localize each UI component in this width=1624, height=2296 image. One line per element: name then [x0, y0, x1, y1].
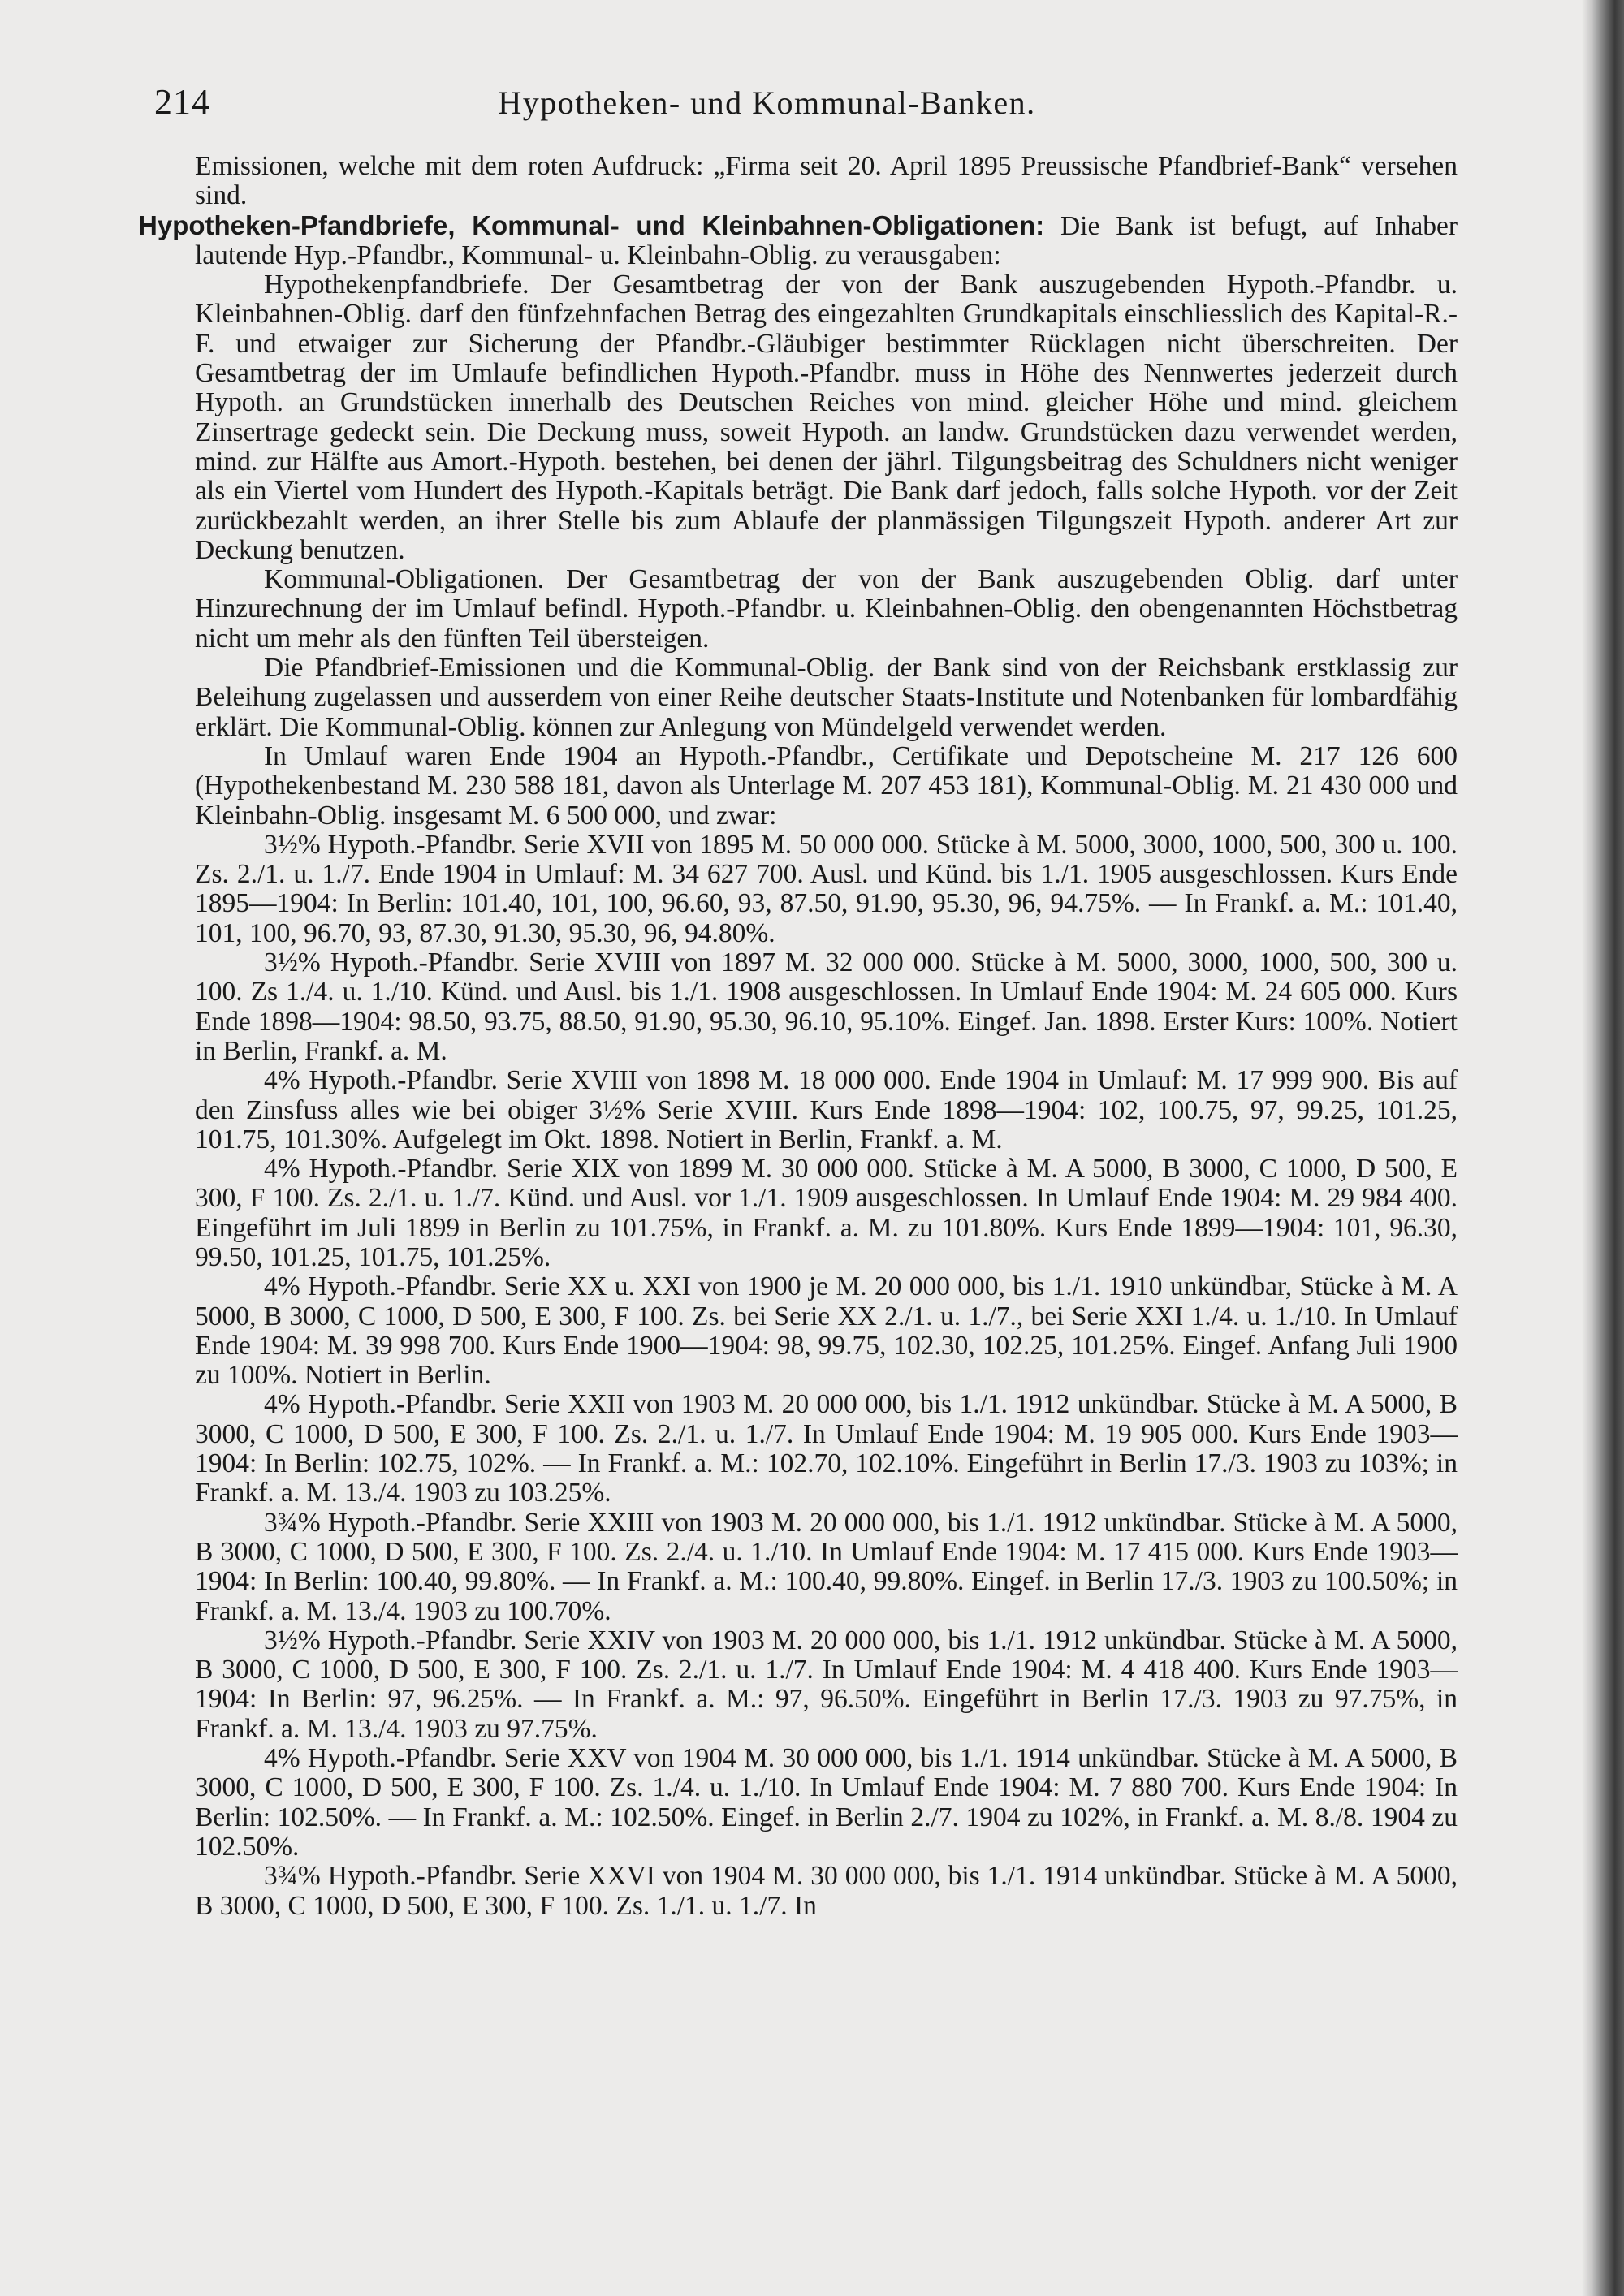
paragraph: 4% Hypoth.-Pfandbr. Serie XXII von 1903 M. 20 000 000, bis 1./1. 1912 unkündbar. Stücke à M. A 5000, B 3000, C 1000, D 500, E 300, F 100. Zs. 2./1. u. 1./7. In Umlauf Ende 1904: M. 19 905 000. Kurs Ende 1903—1904: In Berlin: 102.75, 102%. — In Frankf. a. M.: 102.70, 102.10%. Eingeführt in Berlin 17./3. 1903 zu 103%; in Frankf. a. M. 13./4. 1903 zu 103.25%.	[195, 1389, 1458, 1508]
paragraph: 3½% Hypoth.-Pfandbr. Serie XVIII von 1897 M. 32 000 000. Stücke à M. 5000, 3000, 1000, 500, 300 u. 100. Zs 1./4. u. 1./10. Künd. und Ausl. bis 1./1. 1908 ausgeschlossen. In Umlauf Ende 1904: M. 24 605 000. Kurs Ende 1898—1904: 98.50, 93.75, 88.50, 91.90, 95.30, 96.10, 95.10%. Eingef. Jan. 1898. Erster Kurs: 100%. Notiert in Berlin, Frankf. a. M.	[195, 947, 1458, 1066]
paragraph: Kommunal-Obligationen. Der Gesamtbetrag der von der Bank auszugebenden Oblig. darf unter Hinzurechnung der im Umlauf befindl. Hypoth.-Pfandbr. u. Kleinbahnen-Oblig. den obengenannten Höchstbetrag nicht um mehr als den fünften Teil übersteigen.	[195, 564, 1458, 654]
scan-shadow	[1582, 0, 1593, 2296]
paragraph: 3¾% Hypoth.-Pfandbr. Serie XXVI von 1904 M. 30 000 000, bis 1./1. 1914 unkündbar. Stücke à M. A 5000, B 3000, C 1000, D 500, E 300, F 100. Zs. 1./1. u. 1./7. In	[195, 1861, 1458, 1921]
binding-edge	[1593, 0, 1624, 2296]
paragraph-text: Die Bank ist befugt, auf Inhaber lautende Hyp.-Pfandbr., Kommunal- u. Kleinbahn-Oblig. zu verausgaben:	[195, 210, 1458, 270]
paragraph: 3½% Hypoth.-Pfandbr. Serie XVII von 1895 M. 50 000 000. Stücke à M. 5000, 3000, 1000, 500, 300 u. 100. Zs. 2./1. u. 1./7. Ende 1904 in Umlauf: M. 34 627 700. Ausl. und Künd. bis 1./1. 1905 ausgeschlossen. Kurs Ende 1895—1904: In Berlin: 101.40, 101, 100, 96.60, 93, 87.50, 91.90, 95.30, 96, 94.75%. — In Frankf. a. M.: 101.40, 101, 100, 96.70, 93, 87.30, 91.30, 95.30, 96, 94.80%.	[195, 829, 1458, 948]
paragraph: 4% Hypoth.-Pfandbr. Serie XXV von 1904 M. 30 000 000, bis 1./1. 1914 unkündbar. Stücke à M. A 5000, B 3000, C 1000, D 500, E 300, F 100. Zs. 1./4. u. 1./10. In Umlauf Ende 1904: M. 7 880 700. Kurs Ende 1904: In Berlin: 102.50%. — In Frankf. a. M.: 102.50%. Eingef. in Berlin 2./7. 1904 zu 102%, in Frankf. a. M. 8./8. 1904 zu 102.50%.	[195, 1743, 1458, 1862]
paragraph: 3½% Hypoth.-Pfandbr. Serie XXIV von 1903 M. 20 000 000, bis 1./1. 1912 unkündbar. Stücke à M. A 5000, B 3000, C 1000, D 500, E 300, F 100. Zs. 2./1. u. 1./7. In Umlauf Ende 1904: M. 4 418 400. Kurs Ende 1903—1904: In Berlin: 97, 96.25%. — In Frankf. a. M.: 97, 96.50%. Eingeführt in Berlin 17./3. 1903 zu 97.75%, in Frankf. a. M. 13./4. 1903 zu 97.75%.	[195, 1625, 1458, 1744]
paragraph: 3¾% Hypoth.-Pfandbr. Serie XXIII von 1903 M. 20 000 000, bis 1./1. 1912 unkündbar. Stücke à M. A 5000, B 3000, C 1000, D 500, E 300, F 100. Zs. 2./4. u. 1./10. In Umlauf Ende 1904: M. 17 415 000. Kurs Ende 1903—1904: In Berlin: 100.40, 99.80%. — In Frankf. a. M.: 100.40, 99.80%. Eingef. in Berlin 17./3. 1903 zu 100.50%; in Frankf. a. M. 13./4. 1903 zu 100.70%.	[195, 1507, 1458, 1626]
body-text	[138, 151, 1458, 1921]
paragraph	[138, 209, 1458, 271]
paragraph: In Umlauf waren Ende 1904 an Hypoth.-Pfandbr., Certifikate und Depotscheine M. 217 126 600 (Hypothekenbestand M. 230 588 181, davon als Unterlage M. 207 453 181), Kommunal-Oblig. M. 21 430 000 und Kleinbahn-Oblig. insgesamt M. 6 500 000, und zwar:	[195, 740, 1458, 831]
section-heading: Hypotheken-Pfandbriefe, Kommunal- und Kleinbahnen-Obligationen:	[138, 209, 1045, 240]
document-page	[138, 81, 1462, 1921]
paragraph: Hypothekenpfandbriefe. Der Gesamtbetrag der von der Bank auszugebenden Hypoth.-Pfandbr. u. Kleinbahnen-Oblig. darf den fünfzehnfachen Betrag des eingezahlten Grundkapitals einschliesslich des Kapital-R.-F. und etwaiger zur Sicherung der Pfandbr.-Gläubiger bestimmter Rücklagen nicht überschreiten. Der Gesamtbetrag der im Umlaufe befindlichen Hypoth.-Pfandbr. muss in Höhe des Nennwertes jederzeit durch Hypoth. an Grundstücken innerhalb des Deutschen Reiches von mind. gleicher Höhe und mind. gleichem Zinsertrage gedeckt sein. Die Deckung muss, soweit Hypoth. an landw. Grundstücken dazu verwendet werden, mind. zur Hälfte aus Amort.-Hypoth. bestehen, bei denen der jährl. Tilgungsbeitrag des Schuldners nicht weniger als ein Viertel vom Hundert des Hypoth.-Kapitals beträgt. Die Bank darf jedoch, falls solche Hypoth. vor der Zeit zurückbezahlt werden, an ihrer Stelle bis zum Ablaufe der planmässigen Tilgungszeit Hypoth. anderer Art zur Deckung benutzen.	[195, 270, 1458, 565]
paragraph: 4% Hypoth.-Pfandbr. Serie XVIII von 1898 M. 18 000 000. Ende 1904 in Umlauf: M. 17 999 900. Bis auf den Zinsfuss alles wie bei obiger 3½% Serie XVIII. Kurs Ende 1898—1904: 102, 100.75, 97, 99.25, 101.25, 101.75, 101.30%. Aufgelegt im Okt. 1898. Notiert in Berlin, Frankf. a. M.	[195, 1065, 1458, 1154]
page-header	[154, 81, 1324, 123]
running-title: Hypotheken- und Kommunal-Banken.	[498, 84, 1036, 121]
page-number: 214	[154, 82, 210, 122]
paragraph: 4% Hypoth.-Pfandbr. Serie XX u. XXI von 1900 je M. 20 000 000, bis 1./1. 1910 unkündbar, Stücke à M. A 5000, B 3000, C 1000, D 500, E 300, F 100. Zs. bei Serie XX 2./1. u. 1./7., bei Serie XXI 1./4. u. 1./10. In Umlauf Ende 1904: M. 39 998 700. Kurs Ende 1900—1904: 98, 99.75, 102.30, 102.25, 101.25%. Eingef. Anfang Juli 1900 zu 100%. Notiert in Berlin.	[195, 1271, 1458, 1391]
paragraph: Emissionen, welche mit dem roten Aufdruck: „Firma seit 20. April 1895 Preussische Pfandbrief-Bank“ versehen sind.	[195, 151, 1458, 211]
paragraph: 4% Hypoth.-Pfandbr. Serie XIX von 1899 M. 30 000 000. Stücke à M. A 5000, B 3000, C 1000, D 500, E 300, F 100. Zs. 2./1. u. 1./7. Künd. und Ausl. vor 1./1. 1909 ausgeschlossen. In Umlauf Ende 1904: M. 29 984 400. Eingeführt im Juli 1899 in Berlin zu 101.75%, in Frankf. a. M. zu 101.80%. Kurs Ende 1899—1904: 101, 96.30, 99.50, 101.25, 101.75, 101.25%.	[195, 1154, 1458, 1272]
paragraph: Die Pfandbrief-Emissionen und die Kommunal-Oblig. der Bank sind von der Reichsbank erstklassig zur Beleihung zugelassen und ausserdem von einer Reihe deutscher Staats-Institute und Notenbanken für lombardfähig erklärt. Die Kommunal-Oblig. können zur Anlegung von Mündelgeld verwendet werden.	[195, 653, 1458, 742]
